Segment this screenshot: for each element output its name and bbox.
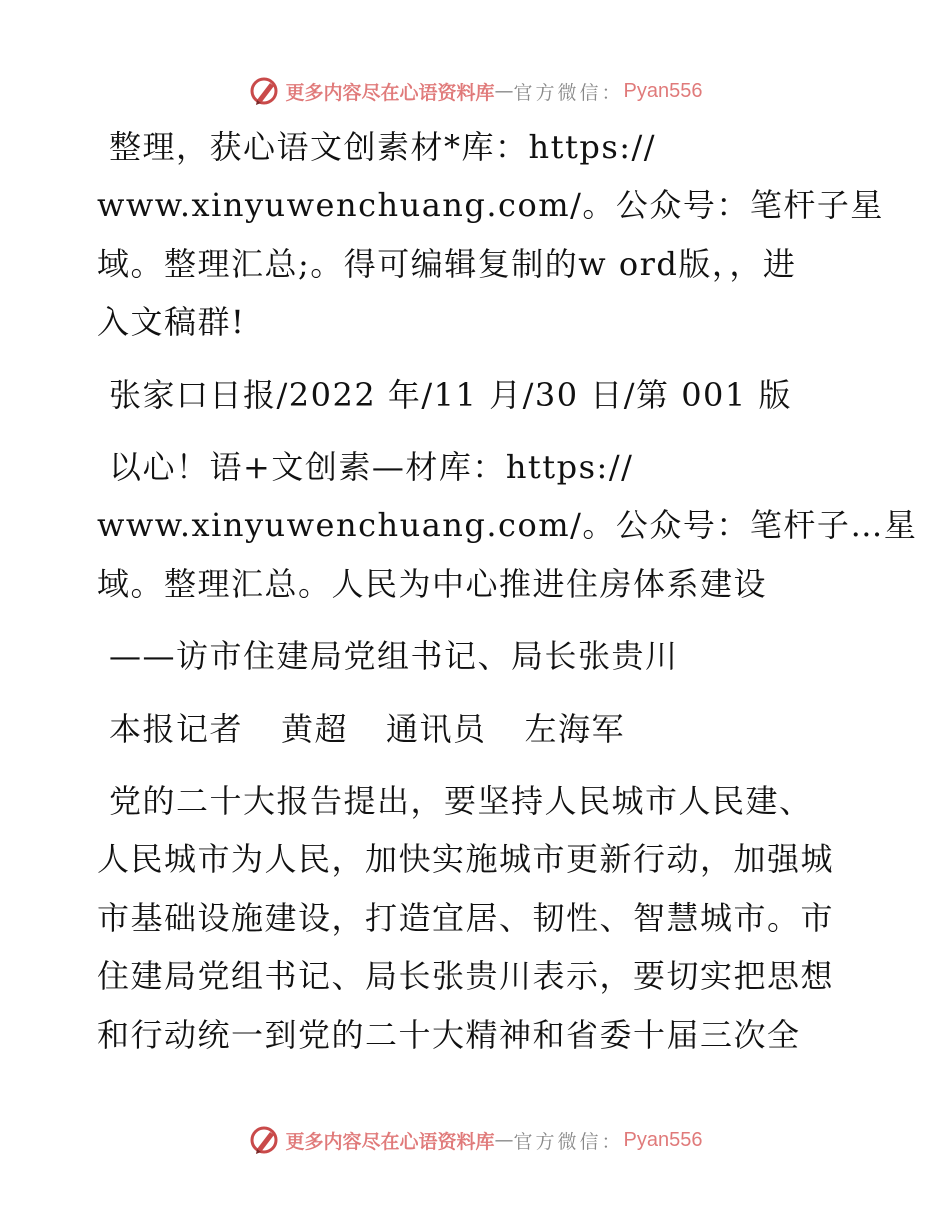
text-line: 住建局党组书记、局长张贵川表示，要切实把思想 <box>97 957 835 996</box>
text-line: 整理，获心语文创素材*库：https:// <box>109 128 657 166</box>
text-line: 党的二十大报告提出，要坚持人民城市人民建、 <box>109 782 813 821</box>
intro-paragraph <box>97 118 884 352</box>
text-line: 人民城市为人民，加快实施城市更新行动，加强城 <box>97 840 835 879</box>
article-byline <box>97 700 857 758</box>
watermark-dash: — <box>494 1129 514 1151</box>
reporter-label: 本报记者 <box>109 709 244 748</box>
watermark-brand: 更多内容尽在心语资料库 <box>285 1130 495 1153</box>
byline-line <box>97 700 857 758</box>
headline-paragraph <box>97 438 918 613</box>
text-line: 域。整理汇总。人民为中心推进住房体系建设 <box>97 564 768 603</box>
article-body-paragraph <box>97 772 857 1064</box>
article-subtitle <box>97 627 857 685</box>
pen-circle-logo-icon <box>248 75 280 107</box>
watermark-wechat-id: Pyan556 <box>623 79 703 102</box>
text-line: 和行动统一到党的二十大精神和省委十届三次全 <box>97 1015 801 1054</box>
text-line: 入文稿群! <box>97 303 246 342</box>
watermark-brand: 更多内容尽在心语资料库 <box>285 81 495 104</box>
publication-source <box>97 366 857 424</box>
watermark-dash: — <box>494 80 514 102</box>
header-watermark <box>0 71 950 111</box>
watermark-official-label: 官方微信： <box>513 1130 624 1153</box>
subtitle-line: ——访市住建局党组书记、局长张贵川 <box>109 637 679 676</box>
text-line: www.xinyuwenchuang.com/。公众号：笔杆子…星 <box>97 506 918 545</box>
text-line: 市基础设施建设，打造宜居、韧性、智慧城市。市 <box>97 898 835 937</box>
watermark-official-label: 官方微信： <box>513 81 624 104</box>
text-line: 以心！语+文创素—材库：https:// <box>109 448 634 487</box>
text-line: www.xinyuwenchuang.com/。公众号：笔杆子星 <box>97 186 884 225</box>
pen-circle-logo-icon <box>248 1124 280 1156</box>
reporter-name: 黄超 <box>281 709 349 748</box>
footer-watermark <box>0 1120 950 1160</box>
document-body <box>97 118 918 1078</box>
correspondent-name: 左海军 <box>524 709 626 748</box>
correspondent-label: 通讯员 <box>386 709 487 748</box>
watermark-wechat-id: Pyan556 <box>623 1128 703 1151</box>
text-line: 域。整理汇总;。得可编辑复制的w ord版，，进 <box>97 244 797 283</box>
source-line: 张家口日报/2022 年/11 月/30 日/第 001 版 <box>109 375 792 414</box>
